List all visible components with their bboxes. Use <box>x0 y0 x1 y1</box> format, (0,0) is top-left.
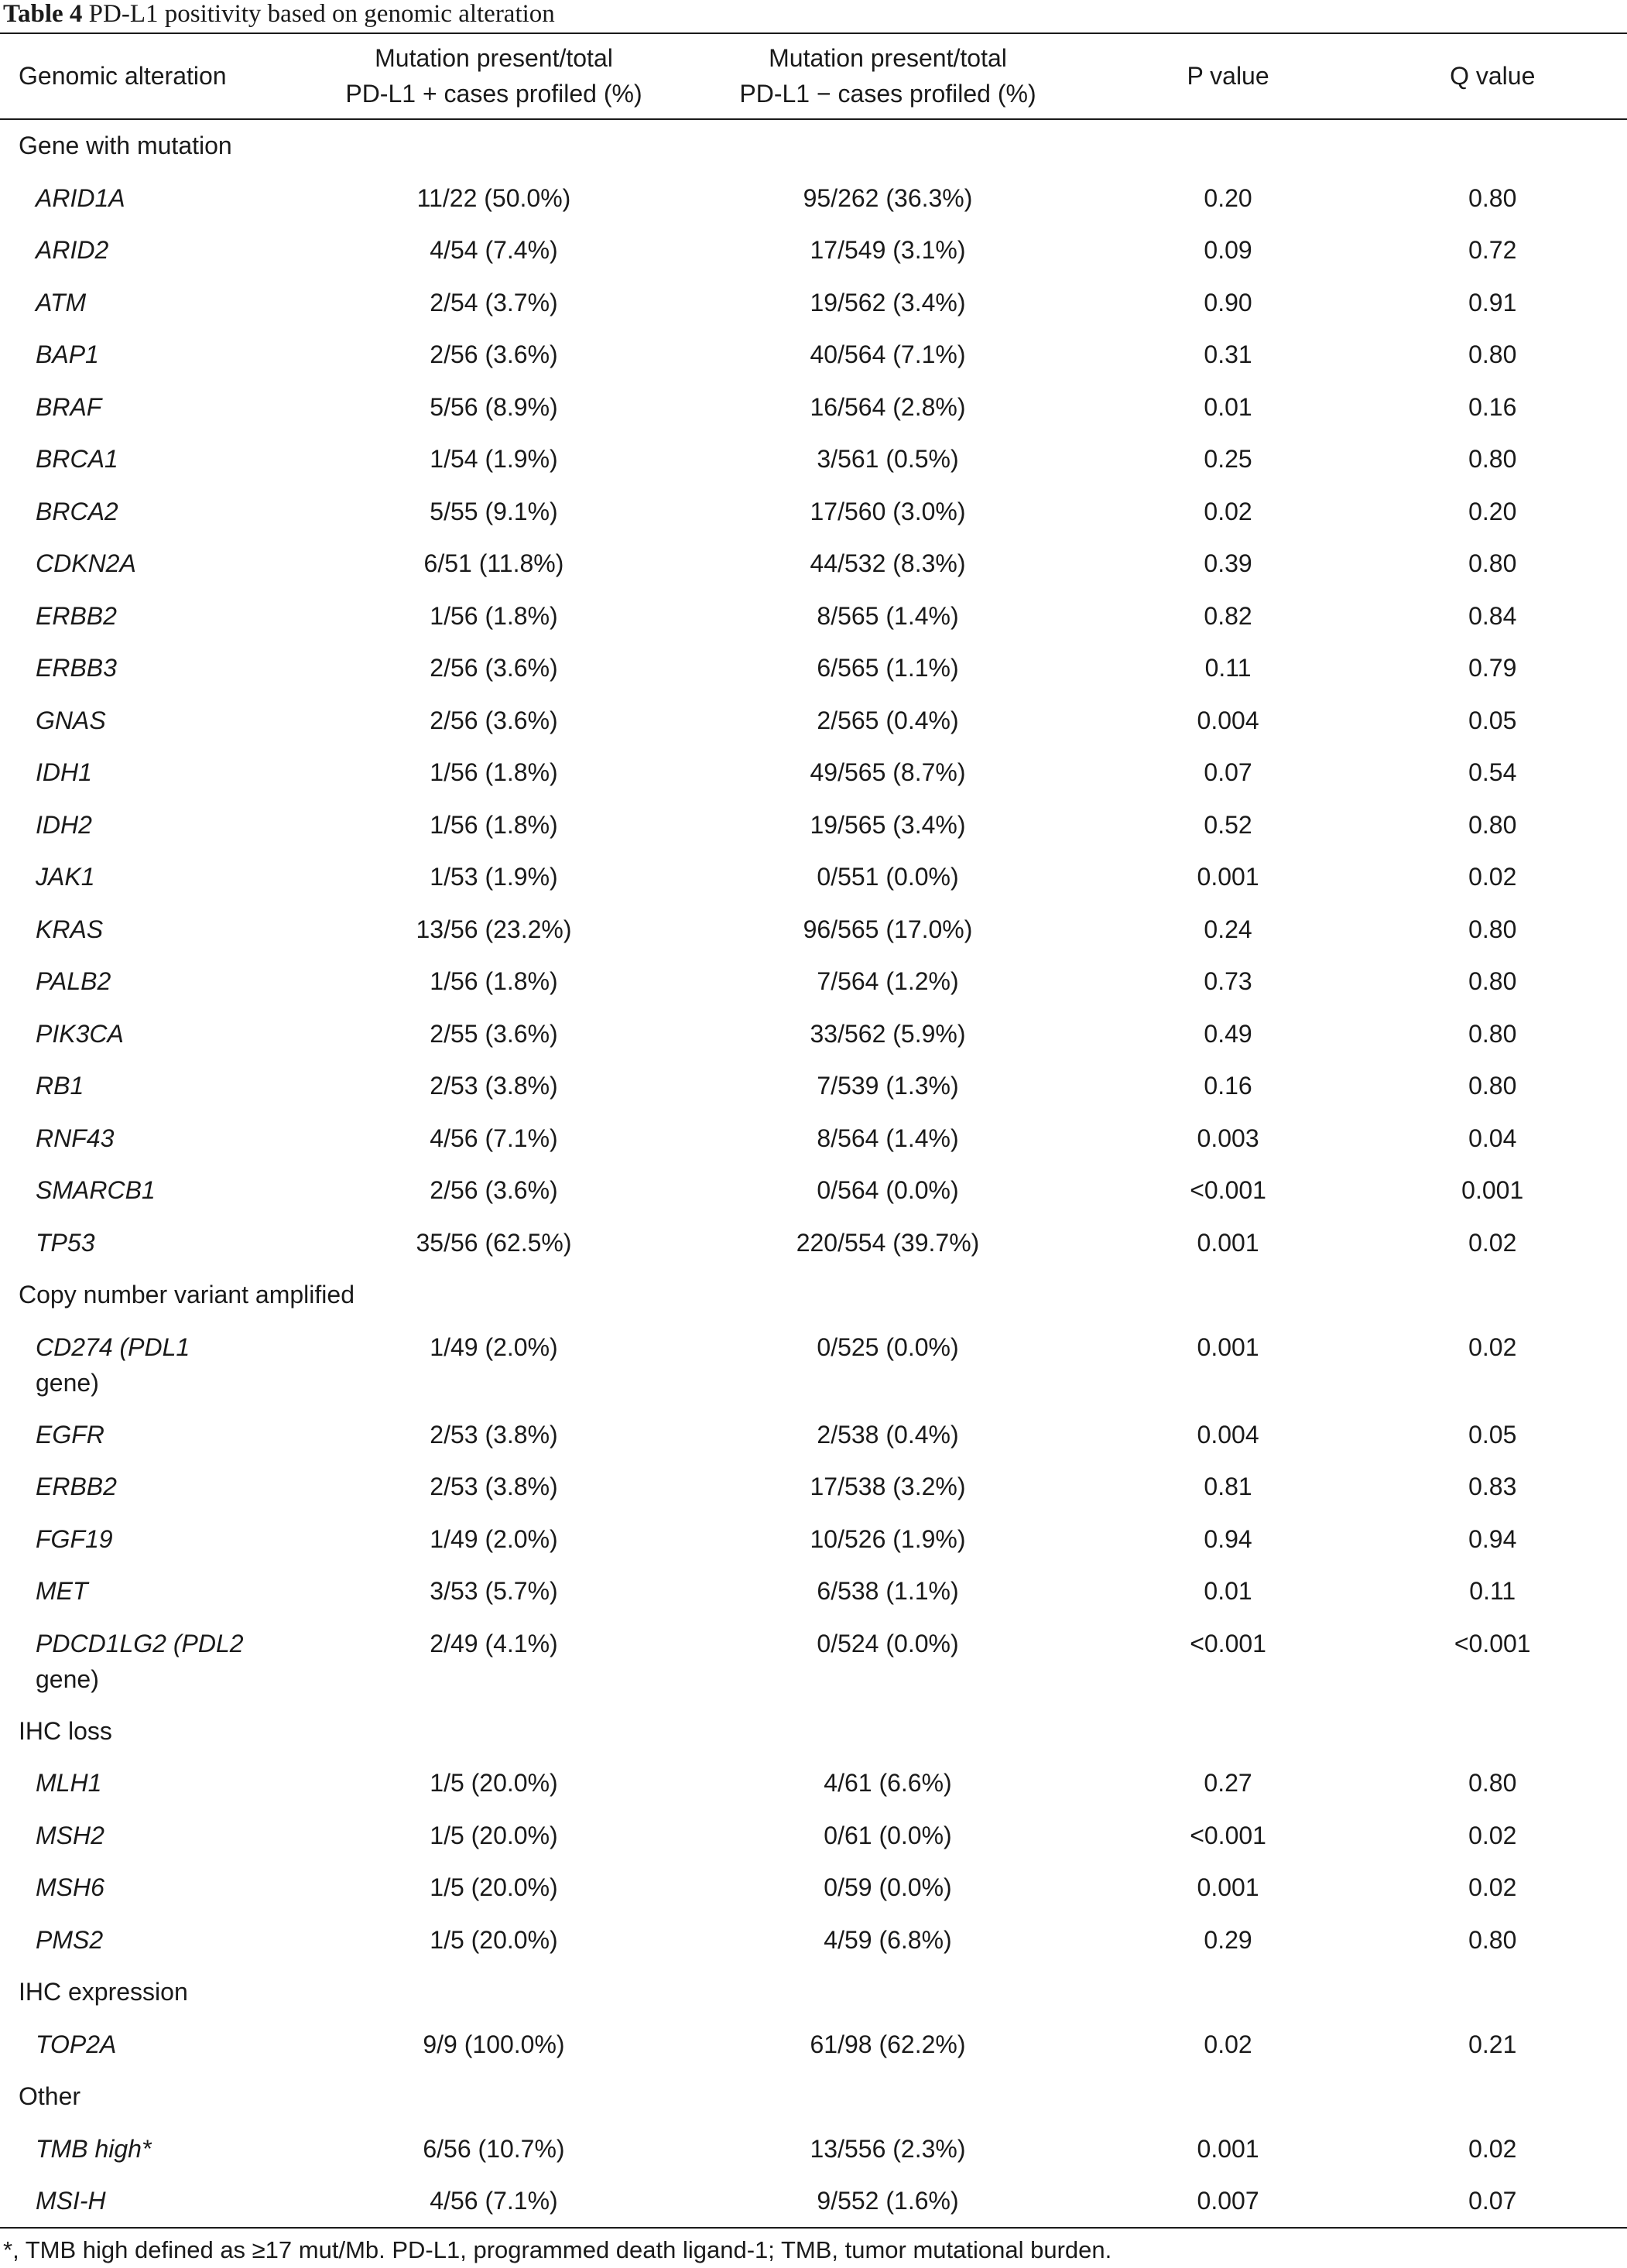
cell-pd-l1-negative: 3/561 (0.5%) <box>817 445 959 473</box>
table-row <box>0 588 1627 641</box>
alteration-suffix: gene) <box>36 1664 99 1693</box>
table-row <box>0 484 1627 536</box>
cell-pd-l1-negative: 16/564 (2.8%) <box>810 392 966 421</box>
alteration-suffix: gene) <box>36 1368 99 1397</box>
cell-pd-l1-positive: 3/53 (5.7%) <box>430 1577 558 1605</box>
cell-q-value: 0.80 <box>1468 810 1517 839</box>
table-row <box>0 1058 1627 1110</box>
cell-alteration: FGF19 <box>36 1524 113 1553</box>
cell-pd-l1-negative: 0/525 (0.0%) <box>817 1332 959 1361</box>
cell-pd-l1-negative: 95/262 (36.3%) <box>803 183 973 212</box>
cell-pd-l1-negative: 8/565 (1.4%) <box>817 601 959 630</box>
header-pd-l1-negative-line1: Mutation present/total <box>769 44 1007 72</box>
cell-pd-l1-positive: 6/51 (11.8%) <box>423 549 564 577</box>
cell-p-value: 0.73 <box>1204 967 1252 995</box>
cell-pd-l1-negative: 33/562 (5.9%) <box>810 1019 966 1048</box>
cell-pd-l1-positive: 1/5 (20.0%) <box>430 1821 558 1849</box>
cell-alteration: SMARCB1 <box>36 1176 156 1204</box>
cell-alteration: EGFR <box>36 1420 104 1449</box>
cell-pd-l1-negative: 40/564 (7.1%) <box>810 340 966 368</box>
section-row <box>0 1964 1627 2017</box>
cell-alteration: MLH1 <box>36 1769 102 1797</box>
cell-pd-l1-negative: 19/565 (3.4%) <box>810 810 966 839</box>
cell-q-value: 0.02 <box>1468 2134 1517 2163</box>
cell-p-value: 0.001 <box>1197 863 1259 891</box>
cell-p-value: 0.07 <box>1204 758 1252 786</box>
cell-alteration: JAK1 <box>36 863 95 891</box>
cell-q-value: 0.80 <box>1468 967 1517 995</box>
table-row <box>0 1407 1627 1459</box>
cell-pd-l1-positive: 1/49 (2.0%) <box>430 1524 558 1553</box>
cell-p-value: <0.001 <box>1190 1176 1266 1204</box>
table-row <box>0 1616 1627 1703</box>
cell-pd-l1-positive: 5/56 (8.9%) <box>430 392 558 421</box>
table-row <box>0 1006 1627 1059</box>
cell-pd-l1-positive: 2/56 (3.6%) <box>430 340 558 368</box>
cell-pd-l1-negative: 4/59 (6.8%) <box>824 1925 952 1954</box>
cell-p-value: 0.09 <box>1204 236 1252 264</box>
alteration-name: PDCD1LG2 ( <box>36 1629 182 1657</box>
cell-q-value: 0.80 <box>1468 549 1517 577</box>
table-row <box>0 1215 1627 1267</box>
table-row <box>0 640 1627 693</box>
cell-alteration: IDH2 <box>36 810 92 839</box>
cell-pd-l1-positive: 2/56 (3.6%) <box>430 1176 558 1204</box>
table-row <box>0 849 1627 901</box>
cell-pd-l1-negative: 13/556 (2.3%) <box>810 2134 966 2163</box>
cell-pd-l1-positive: 11/22 (50.0%) <box>416 183 571 212</box>
cell-pd-l1-positive: 1/56 (1.8%) <box>430 601 558 630</box>
cell-alteration: KRAS <box>36 915 104 943</box>
cell-pd-l1-negative: 0/61 (0.0%) <box>824 1821 952 1849</box>
table-row <box>0 1808 1627 1860</box>
cell-alteration: MSI-H <box>36 2187 106 2215</box>
cell-q-value: 0.02 <box>1468 1821 1517 1849</box>
cell-q-value: 0.80 <box>1468 445 1517 473</box>
cell-pd-l1-positive: 1/5 (20.0%) <box>430 1769 558 1797</box>
cell-alteration: ERBB3 <box>36 654 117 682</box>
cell-p-value: 0.01 <box>1204 1577 1252 1605</box>
cell-pd-l1-positive: 35/56 (62.5%) <box>416 1228 572 1257</box>
cell-pd-l1-negative: 0/524 (0.0%) <box>817 1629 959 1657</box>
table-row <box>0 1755 1627 1808</box>
table-row <box>0 744 1627 797</box>
cell-q-value: 0.001 <box>1461 1176 1524 1204</box>
cell-p-value: 0.27 <box>1204 1769 1252 1797</box>
cell-p-value: <0.001 <box>1190 1629 1266 1657</box>
section-row <box>0 1703 1627 1756</box>
cell-p-value: 0.25 <box>1204 445 1252 473</box>
cell-pd-l1-positive: 1/56 (1.8%) <box>430 967 558 995</box>
cell-alteration <box>0 1616 310 1703</box>
cell-p-value: 0.52 <box>1204 810 1252 839</box>
cell-alteration: ARID2 <box>36 236 109 264</box>
cell-p-value: 0.31 <box>1204 340 1252 368</box>
cell-alteration: PIK3CA <box>36 1019 124 1048</box>
cell-q-value: 0.91 <box>1468 288 1517 316</box>
cell-pd-l1-positive: 4/56 (7.1%) <box>430 2187 558 2215</box>
header-q-value: Q value <box>1450 62 1536 90</box>
cell-pd-l1-negative: 2/538 (0.4%) <box>817 1420 959 1449</box>
table-row <box>0 379 1627 432</box>
cell-pd-l1-positive: 5/55 (9.1%) <box>430 497 558 525</box>
alteration-gene-alias: PDL2 <box>181 1629 244 1657</box>
cell-pd-l1-positive: 1/49 (2.0%) <box>430 1332 558 1361</box>
cell-pd-l1-negative: 17/538 (3.2%) <box>810 1473 966 1500</box>
table-row <box>0 1859 1627 1912</box>
table-row <box>0 275 1627 327</box>
cell-alteration: TOP2A <box>36 2030 117 2058</box>
cell-p-value: 0.003 <box>1197 1124 1259 1152</box>
table-body <box>0 118 1627 2225</box>
cell-p-value: 0.001 <box>1197 1332 1259 1361</box>
cell-alteration: PALB2 <box>36 967 111 995</box>
table-caption <box>3 0 555 29</box>
cell-pd-l1-positive: 2/53 (3.8%) <box>430 1473 558 1500</box>
cell-pd-l1-negative: 49/565 (8.7%) <box>810 758 966 786</box>
cell-p-value: 0.39 <box>1204 549 1252 577</box>
cell-q-value: 0.54 <box>1468 758 1517 786</box>
header-pd-l1-positive-line2: PD-L1 + cases profiled (%) <box>345 80 642 108</box>
table-row <box>0 2121 1627 2174</box>
cell-p-value: 0.01 <box>1204 392 1252 421</box>
cell-p-value: 0.02 <box>1204 497 1252 525</box>
cell-p-value: 0.81 <box>1204 1473 1252 1500</box>
cell-alteration: IDH1 <box>36 758 92 786</box>
cell-pd-l1-positive: 1/53 (1.9%) <box>430 863 558 891</box>
table-row <box>0 170 1627 223</box>
cell-p-value: 0.16 <box>1204 1072 1252 1100</box>
cell-pd-l1-negative: 8/564 (1.4%) <box>817 1124 959 1152</box>
cell-q-value: <0.001 <box>1454 1629 1531 1657</box>
cell-pd-l1-negative: 6/565 (1.1%) <box>817 654 959 682</box>
table-row <box>0 1319 1627 1407</box>
cell-p-value: <0.001 <box>1190 1821 1266 1849</box>
cell-alteration: TP53 <box>36 1228 95 1257</box>
cell-q-value: 0.80 <box>1468 1072 1517 1100</box>
cell-alteration: GNAS <box>36 706 106 734</box>
cell-alteration: ERBB2 <box>36 1473 117 1500</box>
cell-pd-l1-positive: 4/54 (7.4%) <box>430 236 558 264</box>
cell-pd-l1-negative: 0/551 (0.0%) <box>817 863 959 891</box>
cell-pd-l1-positive: 1/5 (20.0%) <box>430 1925 558 1954</box>
section-title: IHC loss <box>19 1716 112 1745</box>
table-row <box>0 327 1627 379</box>
section-row <box>0 118 1627 170</box>
table-row <box>0 1162 1627 1215</box>
cell-q-value: 0.80 <box>1468 183 1517 212</box>
cell-pd-l1-negative: 2/565 (0.4%) <box>817 706 959 734</box>
cell-alteration: RB1 <box>36 1072 84 1100</box>
header-p-value: P value <box>1187 62 1269 90</box>
table-row <box>0 2173 1627 2225</box>
cell-q-value: 0.80 <box>1468 915 1517 943</box>
cell-p-value: 0.29 <box>1204 1925 1252 1954</box>
cell-alteration: BRCA2 <box>36 497 118 525</box>
cell-q-value: 0.83 <box>1468 1473 1517 1500</box>
cell-p-value: 0.20 <box>1204 183 1252 212</box>
cell-pd-l1-negative: 7/539 (1.3%) <box>817 1072 959 1100</box>
table-row <box>0 1912 1627 1965</box>
cell-alteration: BRCA1 <box>36 445 118 473</box>
table-row <box>0 901 1627 954</box>
table-row <box>0 953 1627 1006</box>
header-pd-l1-negative-line2: PD-L1 − cases profiled (%) <box>739 80 1036 108</box>
section-title: Other <box>19 2082 81 2110</box>
table-row <box>0 797 1627 850</box>
cell-pd-l1-positive: 1/54 (1.9%) <box>430 445 558 473</box>
cell-alteration: TMB high* <box>36 2134 152 2163</box>
cell-pd-l1-positive: 2/55 (3.6%) <box>430 1019 558 1048</box>
header-pd-l1-positive-line1: Mutation present/total <box>375 44 613 72</box>
table-row <box>0 222 1627 275</box>
cell-p-value: 0.11 <box>1204 654 1252 682</box>
cell-pd-l1-negative: 10/526 (1.9%) <box>810 1524 966 1553</box>
cell-q-value: 0.79 <box>1468 654 1517 682</box>
cell-p-value: 0.90 <box>1204 288 1252 316</box>
cell-alteration <box>0 1319 310 1407</box>
table-label: Table 4 <box>3 0 83 28</box>
cell-pd-l1-positive: 2/54 (3.7%) <box>430 288 558 316</box>
cell-q-value: 0.80 <box>1468 1019 1517 1048</box>
cell-p-value: 0.001 <box>1197 1873 1259 1901</box>
cell-q-value: 0.80 <box>1468 1769 1517 1797</box>
cell-pd-l1-positive: 4/56 (7.1%) <box>430 1124 558 1152</box>
cell-q-value: 0.80 <box>1468 340 1517 368</box>
cell-q-value: 0.07 <box>1468 2187 1517 2215</box>
cell-q-value: 0.04 <box>1468 1124 1517 1152</box>
table-footnote: *, TMB high defined as ≥17 mut/Mb. PD-L1, programmed death ligand-1; TMB, tumor mutational burden. <box>3 2236 1112 2263</box>
section-title: IHC expression <box>19 1978 188 2006</box>
section-row <box>0 1267 1627 1319</box>
cell-pd-l1-positive: 1/5 (20.0%) <box>430 1873 558 1901</box>
table-row <box>0 1563 1627 1616</box>
cell-pd-l1-negative: 0/59 (0.0%) <box>824 1873 952 1901</box>
cell-pd-l1-negative: 0/564 (0.0%) <box>817 1176 959 1204</box>
cell-q-value: 0.94 <box>1468 1524 1517 1553</box>
header-row <box>0 34 1627 118</box>
cell-q-value: 0.02 <box>1468 1332 1517 1361</box>
section-title: Gene with mutation <box>19 132 232 159</box>
cell-q-value: 0.21 <box>1468 2030 1517 2058</box>
cell-p-value: 0.24 <box>1204 915 1252 943</box>
cell-p-value: 0.02 <box>1204 2030 1252 2058</box>
cell-alteration: ARID1A <box>36 183 125 212</box>
cell-pd-l1-negative: 17/549 (3.1%) <box>810 236 966 264</box>
cell-pd-l1-negative: 44/532 (8.3%) <box>810 549 966 577</box>
cell-alteration: MSH6 <box>36 1873 104 1901</box>
cell-q-value: 0.05 <box>1468 1420 1517 1449</box>
cell-q-value: 0.16 <box>1468 392 1517 421</box>
cell-q-value: 0.84 <box>1468 601 1517 630</box>
cell-p-value: 0.94 <box>1204 1524 1252 1553</box>
cell-q-value: 0.05 <box>1468 706 1517 734</box>
cell-pd-l1-positive: 2/56 (3.6%) <box>430 654 558 682</box>
alteration-name: CD274 ( <box>36 1332 128 1361</box>
cell-p-value: 0.007 <box>1197 2187 1259 2215</box>
cell-p-value: 0.49 <box>1204 1019 1252 1048</box>
table-row <box>0 431 1627 484</box>
cell-alteration: ERBB2 <box>36 601 117 630</box>
cell-alteration: BRAF <box>36 392 102 421</box>
cell-p-value: 0.82 <box>1204 601 1252 630</box>
cell-q-value: 0.02 <box>1468 1873 1517 1901</box>
cell-pd-l1-negative: 19/562 (3.4%) <box>810 288 966 316</box>
section-title: Copy number variant amplified <box>19 1281 355 1308</box>
cell-q-value: 0.02 <box>1468 1228 1517 1257</box>
data-table <box>0 34 1627 2225</box>
cell-pd-l1-negative: 6/538 (1.1%) <box>817 1577 959 1605</box>
cell-p-value: 0.001 <box>1197 1228 1259 1257</box>
cell-pd-l1-positive: 2/49 (4.1%) <box>430 1629 558 1657</box>
header-pd-l1-negative <box>677 34 1098 118</box>
cell-p-value: 0.004 <box>1197 706 1259 734</box>
section-row <box>0 2068 1627 2121</box>
cell-alteration: ATM <box>36 288 87 316</box>
cell-alteration: RNF43 <box>36 1124 115 1152</box>
table-row <box>0 535 1627 588</box>
cell-pd-l1-negative: 7/564 (1.2%) <box>817 967 959 995</box>
cell-pd-l1-negative: 96/565 (17.0%) <box>803 915 973 943</box>
cell-alteration: BAP1 <box>36 340 99 368</box>
table-row <box>0 2017 1627 2069</box>
cell-p-value: 0.004 <box>1197 1420 1259 1449</box>
cell-p-value: 0.001 <box>1197 2134 1259 2163</box>
table-row <box>0 1110 1627 1163</box>
header-genomic-alteration: Genomic alteration <box>19 62 227 90</box>
cell-pd-l1-positive: 13/56 (23.2%) <box>416 915 572 943</box>
cell-pd-l1-positive: 2/56 (3.6%) <box>430 706 558 734</box>
cell-pd-l1-positive: 9/9 (100.0%) <box>423 2030 565 2058</box>
table-row <box>0 693 1627 745</box>
cell-pd-l1-negative: 4/61 (6.6%) <box>824 1769 952 1797</box>
cell-pd-l1-positive: 6/56 (10.7%) <box>423 2134 565 2163</box>
cell-alteration: MSH2 <box>36 1821 104 1849</box>
cell-pd-l1-positive: 1/56 (1.8%) <box>430 810 558 839</box>
cell-q-value: 0.20 <box>1468 497 1517 525</box>
cell-pd-l1-negative: 220/554 (39.7%) <box>796 1228 980 1257</box>
bottom-rule <box>0 2227 1627 2229</box>
cell-pd-l1-positive: 1/56 (1.8%) <box>430 758 558 786</box>
cell-pd-l1-negative: 61/98 (62.2%) <box>810 2030 966 2058</box>
cell-pd-l1-positive: 2/53 (3.8%) <box>430 1420 558 1449</box>
cell-pd-l1-negative: 9/552 (1.6%) <box>817 2187 959 2215</box>
alteration-gene-alias: PDL1 <box>128 1332 190 1361</box>
table-row <box>0 1459 1627 1511</box>
table-row <box>0 1511 1627 1564</box>
cell-pd-l1-negative: 17/560 (3.0%) <box>810 497 966 525</box>
cell-q-value: 0.02 <box>1468 863 1517 891</box>
cell-alteration: CDKN2A <box>36 549 136 577</box>
header-pd-l1-positive <box>310 34 678 118</box>
cell-alteration: PMS2 <box>36 1925 104 1954</box>
cell-alteration: MET <box>36 1577 88 1605</box>
cell-q-value: 0.11 <box>1469 1577 1516 1605</box>
table-title: PD-L1 positivity based on genomic alteration <box>88 0 555 28</box>
cell-q-value: 0.72 <box>1468 236 1517 264</box>
cell-pd-l1-positive: 2/53 (3.8%) <box>430 1072 558 1100</box>
cell-q-value: 0.80 <box>1468 1925 1517 1954</box>
